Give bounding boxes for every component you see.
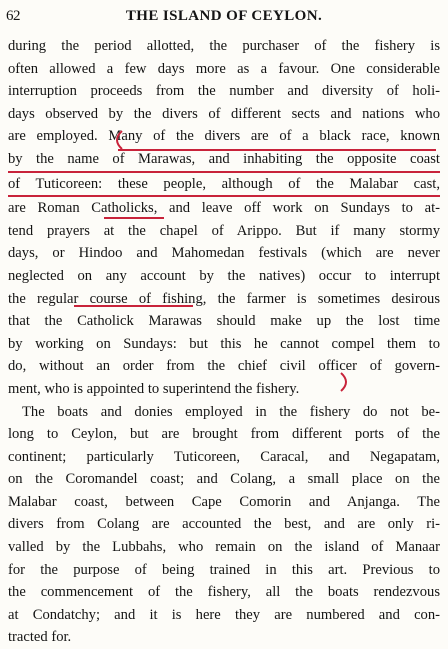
text-line: the commencement of the fishery, all the boats rendezvous <box>8 584 440 601</box>
text-line-highlighted: are Roman Catholicks, and leave off work on Sundays to at- <box>8 200 440 217</box>
text-line: often allowed a few days more as a favour. One considerable <box>8 60 440 77</box>
page-header <box>0 0 448 34</box>
text-line: neglected on any account by the natives) occur to interrupt <box>8 267 440 284</box>
page-number: 62 <box>6 8 20 24</box>
text-line: do, without an order from the chief civil officer of govern- <box>8 358 440 375</box>
body-text <box>8 35 440 649</box>
text-line-highlighted: are employed. Many of the divers are of a black race, known <box>8 128 440 145</box>
text-line: tracted for. <box>8 629 72 646</box>
text-line: on the Coromandel coast; and Colang, a small place on the <box>8 471 440 488</box>
text-line: by working on Sundays: but this he cannot compel them to <box>8 335 440 352</box>
text-line: days observed by the divers of different sects and nations who <box>8 105 440 122</box>
text-line: The boats and donies employed in the fishery do not be- <box>22 403 440 420</box>
text-line: interruption proceeds from the number and diversity of holi- <box>8 83 440 100</box>
text-line: ment, who is appointed to superintend the fishery. <box>8 380 300 397</box>
text-line: tend prayers at the chapel of Arippo. But if many stormy <box>8 222 440 239</box>
text-line: long to Ceylon, but are brought from different ports of the <box>8 426 440 443</box>
text-line: continent; particularly Tuticoreen, Caracal, and Negapatam, <box>8 448 440 465</box>
text-line: that the Catholick Marawas should make up the lost time <box>8 313 440 330</box>
text-line: during the period allotted, the purchaser of the fishery is <box>8 38 440 54</box>
text-line: at Condatchy; and it is here they are numbered and con- <box>8 606 440 623</box>
text-line: valled by the Lubbahs, who remain on the island of Manaar <box>8 539 440 556</box>
text-line: divers from Colang are accounted the best, and are only ri- <box>8 516 440 533</box>
running-head: THE ISLAND OF CEYLON. <box>125 8 323 24</box>
text-line: Malabar coast, between Cape Comorin and Anjanga. The <box>8 493 440 510</box>
text-line-highlighted: by the name of Marawas, and inhabiting the opposite coast <box>8 148 440 173</box>
text-line: for the purpose of being trained in this art. Previous to <box>8 561 440 578</box>
text-line: days, or Hindoo and Mahomedan festivals (which are never <box>8 245 440 262</box>
text-line: the regular course of fishing, the farmer is sometimes desirous <box>8 290 440 307</box>
text-line-highlighted: of Tuticoreen: these people, although of the Malabar cast, <box>8 173 440 198</box>
